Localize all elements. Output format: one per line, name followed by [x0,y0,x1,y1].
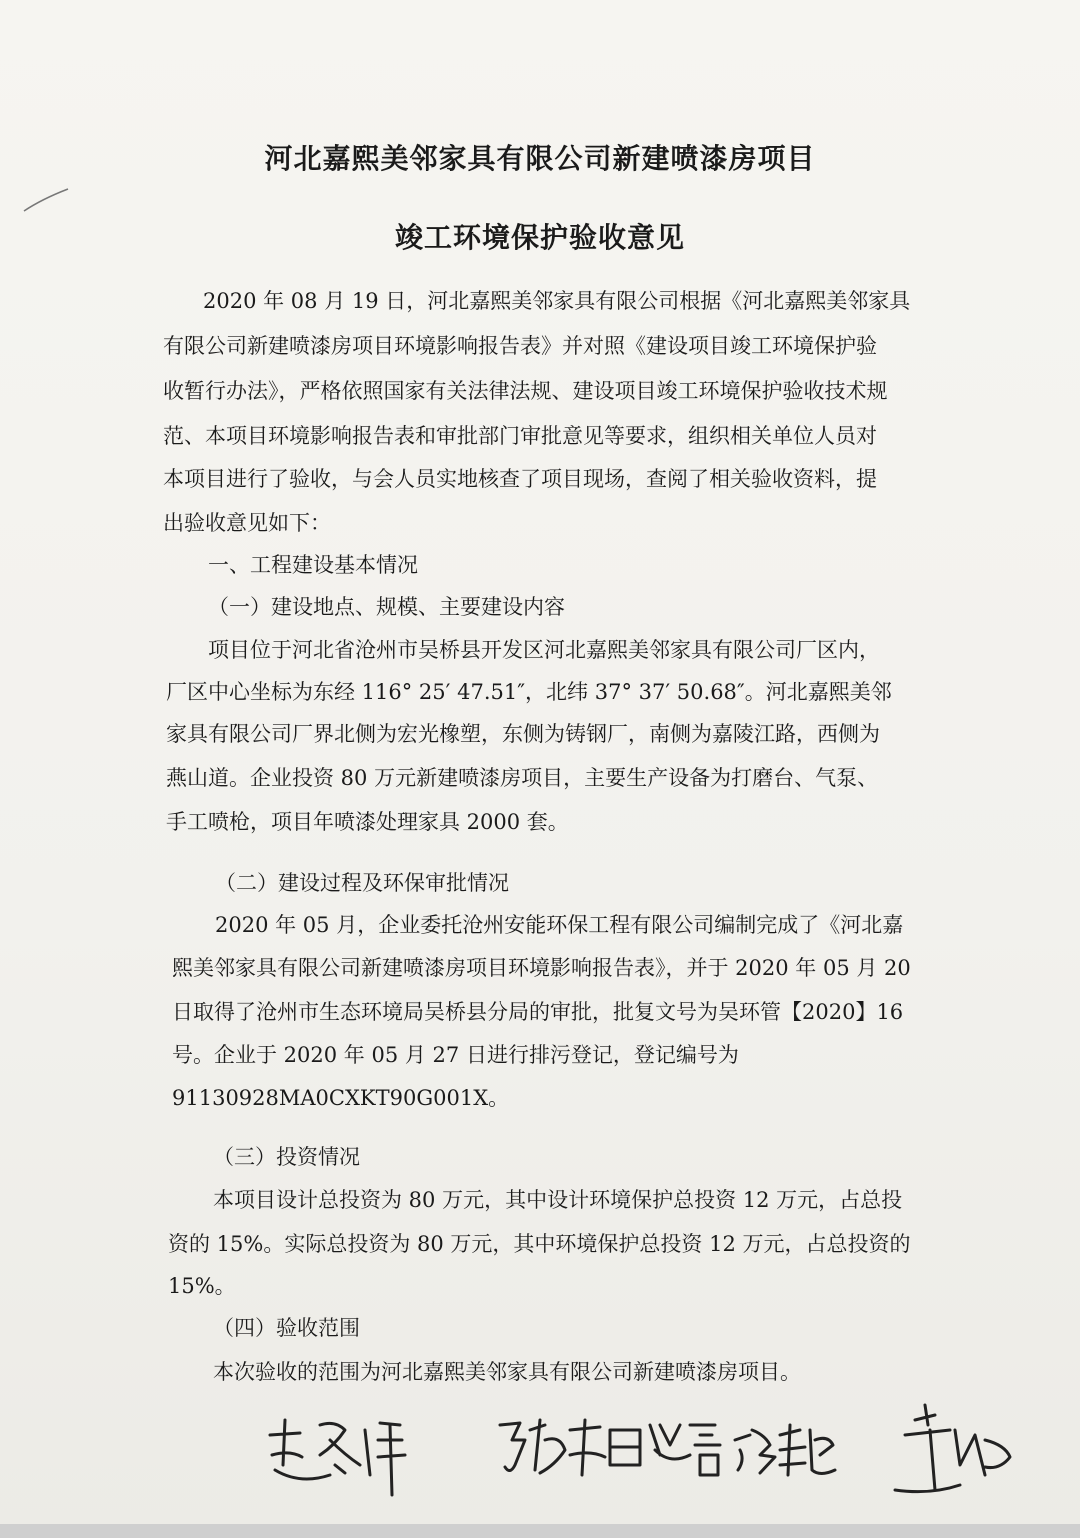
intro-line: 2020 年 08 月 19 日，河北嘉熙美邻家具有限公司根据《河北嘉熙美邻家具 [203,289,911,313]
subsection-heading: （四）验收范围 [213,1316,360,1340]
paragraph-line: 2020 年 05 月，企业委托沧州安能环保工程有限公司编制完成了《河北嘉 [215,913,904,937]
section-heading: 一、工程建设基本情况 [208,553,418,577]
paragraph-line: 熙美邻家具有限公司新建喷漆房项目环境影响报告表》，并于 2020 年 05 月 20 [172,956,911,980]
scan-bottom-edge [0,1524,1080,1538]
intro-line: 出验收意见如下： [163,511,331,535]
subsection-heading: （二）建设过程及环保审批情况 [215,871,509,895]
paragraph-line: 本次验收的范围为河北嘉熙美邻家具有限公司新建喷漆房项目。 [213,1360,801,1384]
signature-4 [895,1405,1010,1492]
intro-line: 有限公司新建喷漆房项目环境影响报告表》并对照《建设项目竣工环境保护验 [163,334,877,358]
signature-3 [735,1425,835,1475]
paragraph-line: 15%。 [168,1274,236,1298]
signature-1 [270,1420,405,1495]
paragraph-line: 日取得了沧州市生态环境局吴桥县分局的审批，批复文号为吴环管【2020】16 [172,1000,904,1024]
paragraph-line: 厂区中心坐标为东经 116° 25′ 47.51″，北纬 37° 37′ 50.68″。河北嘉熙美邻 [166,680,892,704]
paragraph-line: 手工喷枪，项目年喷漆处理家具 2000 套。 [166,810,569,834]
signature-2 [500,1420,720,1475]
intro-line: 收暂行办法》，严格依照国家有关法律法规、建设项目竣工环境保护验收技术规 [163,379,888,403]
intro-line: 本项目进行了验收，与会人员实地核查了项目现场，查阅了相关验收资料，提 [163,467,877,491]
document-title-line2: 竣工环境保护验收意见 [394,221,685,254]
paragraph-line: 家具有限公司厂界北侧为宏光橡塑，东侧为铸钢厂，南侧为嘉陵江路，西侧为 [166,722,880,746]
document-title-line1: 河北嘉熙美邻家具有限公司新建喷漆房项目 [264,142,816,175]
paragraph-line: 本项目设计总投资为 80 万元，其中设计环境保护总投资 12 万元，占总投 [213,1188,903,1212]
stray-pen-mark [22,185,72,215]
paragraph-line: 号。企业于 2020 年 05 月 27 日进行排污登记，登记编号为 [172,1043,739,1067]
paragraph-line: 资的 15%。实际总投资为 80 万元，其中环境保护总投资 12 万元，占总投资的 [168,1232,911,1256]
subsection-heading: （三）投资情况 [213,1145,360,1169]
paragraph-line: 项目位于河北省沧州市吴桥县开发区河北嘉熙美邻家具有限公司厂区内， [208,638,880,662]
paragraph-line: 燕山道。企业投资 80 万元新建喷漆房项目，主要生产设备为打磨台、气泵、 [166,766,879,790]
intro-line: 范、本项目环境影响报告表和审批部门审批意见等要求，组织相关单位人员对 [163,424,877,448]
paragraph-line: 91130928MA0CXKT90G001X。 [172,1086,510,1110]
signature-area [0,1395,1080,1505]
subsection-heading: （一）建设地点、规模、主要建设内容 [208,595,565,619]
